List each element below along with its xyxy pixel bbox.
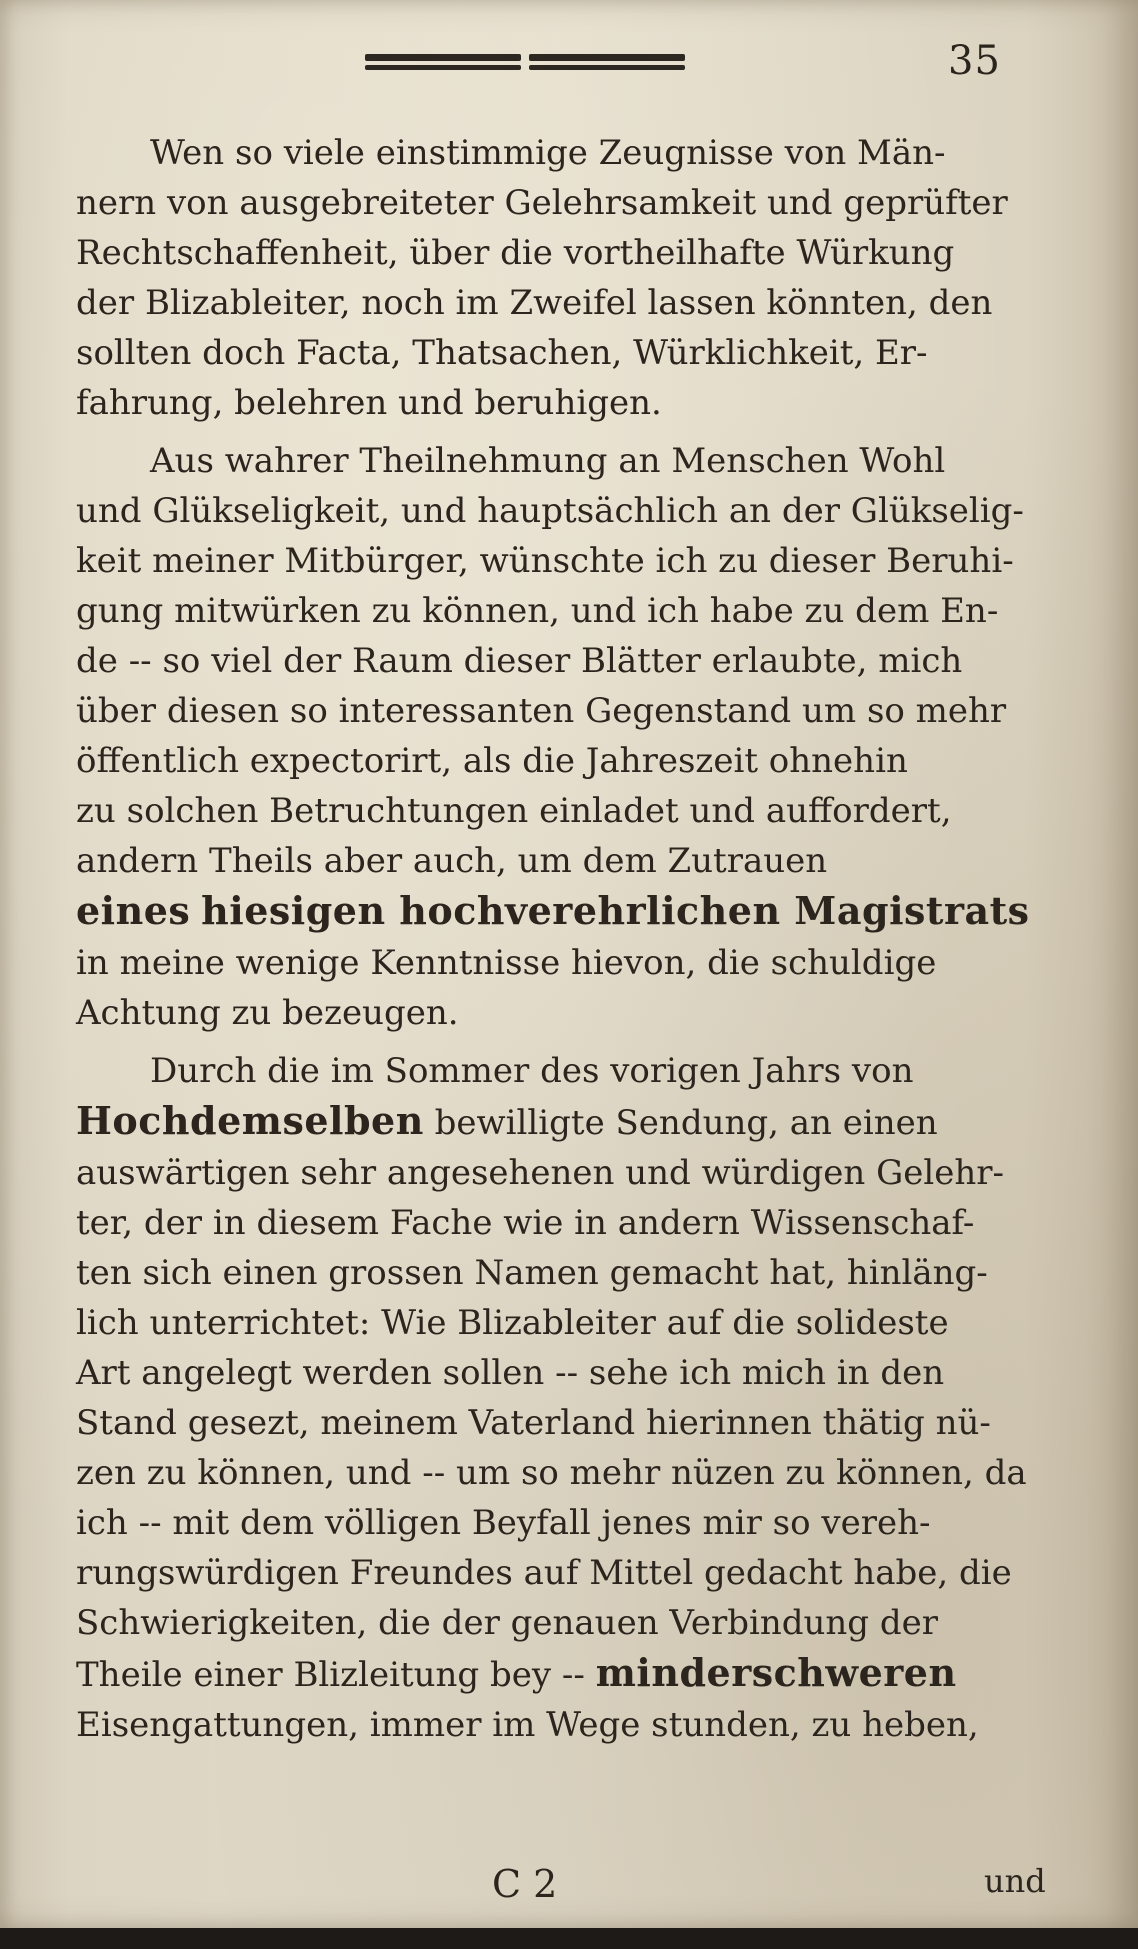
text-line: Stand gesezt, meinem Vaterland hierinnen thätig nü-	[76, 1403, 991, 1443]
catchword: und	[984, 1862, 1046, 1900]
text-segment: Theile einer Blizleitung bey --	[76, 1655, 585, 1695]
text-line: sollten doch Facta, Thatsachen, Würklichkeit, Er-	[76, 333, 928, 373]
text-line: de -- so viel der Raum dieser Blätter erlaubte, mich	[76, 641, 963, 681]
text-line: über diesen so interessanten Gegenstand um so mehr	[76, 691, 1007, 731]
text-segment: bewilligte Sendung, an einen	[434, 1103, 938, 1143]
page-footer	[0, 1862, 1138, 1912]
page-number: 35	[948, 38, 1001, 84]
text-line: gung mitwürken zu können, und ich habe zu dem En-	[76, 591, 999, 631]
text-line: ten sich einen grossen Namen gemacht hat, hinläng-	[76, 1253, 988, 1293]
text-line: keit meiner Mitbürger, wünschte ich zu dieser Beruhi-	[76, 541, 1014, 581]
text-line: Schwierigkeiten, die der genauen Verbindung der	[76, 1603, 939, 1643]
text-line: zen zu können, und -- um so mehr nüzen zu können, da	[76, 1453, 1027, 1493]
text-line: andern Theils aber auch, um dem Zutrauen	[76, 841, 828, 881]
text-line: auswärtigen sehr angesehenen und würdigen Gelehr-	[76, 1153, 1005, 1193]
text-line: und Glükseligkeit, und hauptsächlich an der Glükselig-	[76, 491, 1024, 531]
text-line: lich unterrichtet: Wie Blizableiter auf die solideste	[76, 1303, 949, 1343]
text-line: Achtung zu bezeugen.	[76, 993, 459, 1033]
text-line: Eisengattungen, immer im Wege stunden, zu heben,	[76, 1705, 979, 1745]
paragraph-3	[76, 1046, 1051, 1750]
text-line: der Blizableiter, noch im Zweifel lassen könnten, den	[76, 283, 993, 323]
text-line: öffentlich expectorirt, als die Jahreszeit ohnehin	[76, 741, 908, 781]
text-line: rungswürdigen Freundes auf Mittel gedacht habe, die	[76, 1553, 1012, 1593]
signature-mark: C 2	[492, 1862, 558, 1906]
text-line-emphasis	[76, 1096, 1051, 1148]
text-line: Wen so viele einstimmige Zeugnisse von Män-	[150, 133, 946, 173]
ornament-rule-right	[529, 54, 685, 72]
ornament-rule-left	[365, 54, 521, 72]
text-line: nern von ausgebreiteter Gelehrsamkeit und geprüfter	[76, 183, 1008, 223]
text-line: fahrung, belehren und beruhigen.	[76, 383, 662, 423]
emphasis-text: hiesigen hochverehrlichen Magistrats	[201, 888, 1030, 933]
body-text	[76, 128, 1051, 1758]
text-line: Art angelegt werden sollen -- sehe ich mich in den	[76, 1353, 945, 1393]
paragraph-1	[76, 128, 1051, 428]
emphasis-text: minderschweren	[595, 1650, 957, 1695]
text-line: Rechtschaffenheit, über die vortheilhafte Würkung	[76, 233, 955, 273]
text-line: in meine wenige Kenntnisse hievon, die schuldige	[76, 943, 937, 983]
emphasis-text: eines	[76, 888, 191, 933]
text-line: Durch die im Sommer des vorigen Jahrs von	[150, 1051, 914, 1091]
text-line: Aus wahrer Theilnehmung an Menschen Wohl	[150, 441, 946, 481]
text-line-emphasis	[76, 1648, 1051, 1700]
text-line: ich -- mit dem völligen Beyfall jenes mir so vereh-	[76, 1503, 931, 1543]
scan-bottom-edge	[0, 1928, 1138, 1949]
emphasis-text: Hochdemselben	[76, 1098, 424, 1143]
text-line-emphasis	[76, 886, 1051, 938]
text-line: ter, der in diesem Fache wie in andern Wissenschaf-	[76, 1203, 975, 1243]
paragraph-2	[76, 436, 1051, 1038]
header-ornament	[365, 54, 685, 72]
text-line: zu solchen Betruchtungen einladet und auffordert,	[76, 791, 952, 831]
